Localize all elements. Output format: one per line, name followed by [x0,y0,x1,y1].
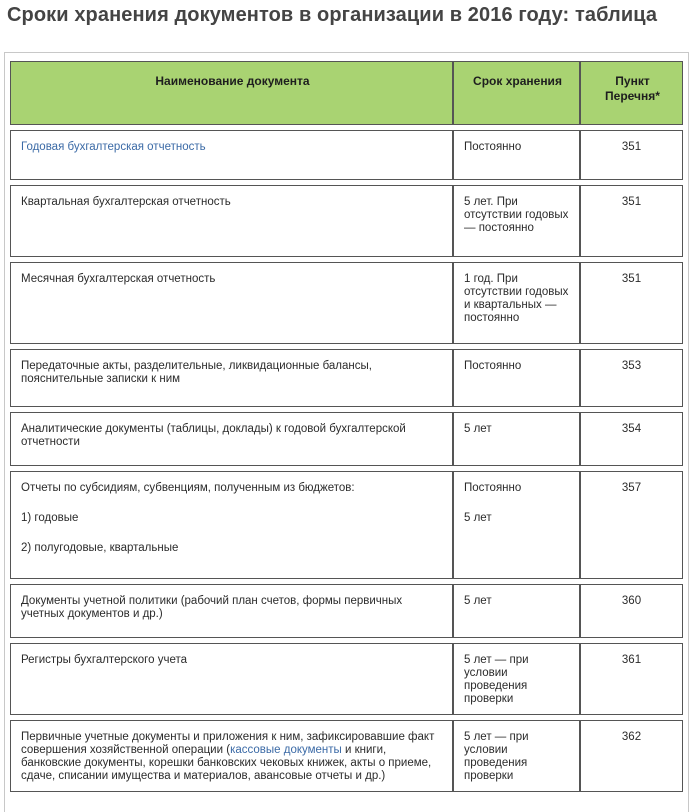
header-document-name: Наименование документа [10,61,453,125]
table-row [10,185,683,257]
document-name: Аналитические документы (таблицы, доклады) к годовой бухгалтерской отчетности [10,412,453,466]
list-item-number: 357 [580,471,683,579]
document-name: Документы учетной политики (рабочий план счетов, формы первичных учетных документов и др.) [10,584,453,638]
list-item-number: 362 [580,720,683,792]
retention-term: Постоянно [453,130,580,180]
document-name: Регистры бухгалтерского учета [10,643,453,715]
retention-table [10,56,683,797]
retention-term: 5 лет — при условии проведения проверки [453,643,580,715]
table-row [10,130,683,180]
table-row [10,584,683,638]
table-row [10,643,683,715]
document-name[interactable] [10,130,453,180]
document-name: Квартальная бухгалтерская отчетность [10,185,453,257]
retention-term-text: Постоянно [464,482,522,494]
retention-term: 5 лет. При отсутствии годовых — постоянно [453,185,580,257]
document-name [10,720,453,792]
table-row [10,349,683,407]
retention-term: 5 лет [453,412,580,466]
list-item-number: 353 [580,349,683,407]
table-row [10,262,683,344]
retention-term: Постоянно [453,349,580,407]
list-item-number: 351 [580,130,683,180]
header-retention-term: Срок хранения [453,61,580,125]
list-item-number: 351 [580,185,683,257]
list-item-number: 361 [580,643,683,715]
table-header-row [10,61,683,125]
table-row [10,412,683,466]
list-item-number: 360 [580,584,683,638]
page-title: Сроки хранения документов в организации в 2016 году: таблица [7,4,658,26]
document-name-link[interactable]: Годовая бухгалтерская отчетность [21,141,206,153]
document-name-text: Отчеты по субсидиям, субвенциям, полученным из бюджетов: [21,482,355,494]
document-name: Месячная бухгалтерская отчетность [10,262,453,344]
table-row [10,720,683,792]
table-row [10,471,683,579]
retention-term-text: 5 лет [464,512,492,524]
header-list-item: Пункт Перечня* [580,61,683,125]
document-name: Передаточные акты, разделительные, ликвидационные балансы, пояснительные записки к ним [10,349,453,407]
document-name-text: Первичные учетные документы и приложения к ним, зафиксировавшие факт совершения хозяйственной операции ( [21,731,435,756]
cash-documents-link[interactable]: кассовые документы [230,744,342,756]
list-item-number: 351 [580,262,683,344]
document-name-text: и книги, банковские документы, корешки банковских чековых книжек, акты о приеме, сдаче, списании имущества и материалов, авансовые отчеты и др.) [21,744,432,782]
list-item-number: 354 [580,412,683,466]
retention-term [453,471,580,579]
document-subitem: 2) полугодовые, квартальные [21,542,179,554]
retention-term: 5 лет [453,584,580,638]
document-subitem: 1) годовые [21,512,79,524]
retention-term: 5 лет — при условии проведения проверки [453,720,580,792]
retention-term: 1 год. При отсутствии годовых и квартальных — постоянно [453,262,580,344]
document-name [10,471,453,579]
